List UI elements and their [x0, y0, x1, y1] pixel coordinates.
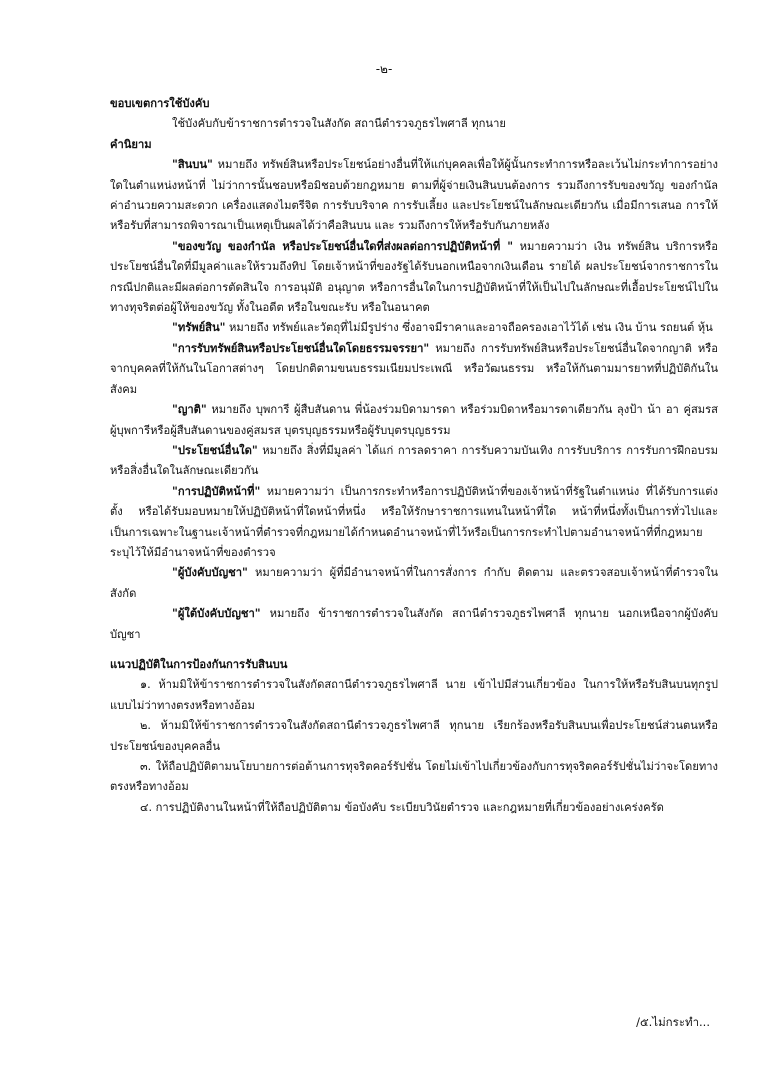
definition-term: "ผู้บังคับบัญชา"	[172, 566, 248, 580]
section-spacer	[110, 645, 718, 655]
definition-term: "ทรัพย์สิน"	[172, 321, 226, 335]
definition-item	[110, 400, 718, 441]
definition-text: หมายความว่า เงิน ทรัพย์สิน บริการหรือประโยชน์อื่นใดที่มีมูลค่าและให้รวมถึงทิป โดยเจ้าหน้าที่ของรัฐได้รับนอกเหนือจากเงินเดือน รายได้ ผลประโยชน์จากราชการในกรณีปกติและมีผลต่อการตัดสินใจ การอนุมัติ อนุญาต หรือการอื่นใดในการปฏิบัติหน้าที่ให้เป็นไปในลักษณะที่เอื้อประโยชน์ไปในทางทุจริตต่อผู้ให้ของขวัญ ทั้งในอดีต หรือในขณะรับ หรือในอนาคต	[110, 239, 718, 315]
definition-item	[110, 604, 718, 645]
page-number: -๒-	[375, 62, 393, 76]
definition-term: "การรับทรัพย์สินหรือประโยชน์อื่นใดโดยธรรมจรรยา"	[172, 341, 430, 355]
definition-text: หมายความว่า เป็นการกระทำหรือการปฏิบัติหน้าที่ของเจ้าหน้าที่รัฐในตำแหน่ง ที่ได้รับการแต่งตั้ง หรือได้รับมอบหมายให้ปฏิบัติหน้าที่ใดหน้าที่หนึ่ง หรือให้รักษาราชการแทนในหน้าที่ใด หน้าที่หนึ่งทั้งเป็นการทั่วไปและเป็นการเฉพาะในฐานะเจ้าหน้าที่ตำรวจที่กฎหมายได้กำหนดอำนาจหน้าที่ไว้หรือเป็นการกระทำไปตามอำนาจหน้าที่ที่กฎหมายระบุไว้ให้มีอำนาจหน้าที่ของตำรวจ	[110, 484, 718, 559]
definition-text: หมายถึง บุพการี ผู้สืบสันดาน พี่น้องร่วมบิดามารดา หรือร่วมบิดาหรือมารดาเดียวกัน ลุงป้า น้า อา คู่สมรส ผู้บุพการีหรือผู้สืบสันดานของคู่สมรส บุตรบุญธรรมหรือผู้รับบุตรบุญธรรม	[110, 403, 718, 437]
definition-text: หมายถึง การรับทรัพย์สินหรือประโยชน์อื่นใดจากญาติ หรือจากบุคคลที่ให้กันในโอกาสต่างๆ โดยปกติตามขนบธรรมเนียมประเพณี หรือวัฒนธรรม หรือให้กันตามมารยาทที่ปฏิบัติกันในสังคม	[110, 341, 718, 396]
definition-item	[110, 482, 718, 564]
definition-text: หมายถึง ข้าราชการตำรวจในสังกัด สถานีตำรวจภูธรไพศาลี ทุกนาย นอกเหนือจากผู้บังคับบัญชา	[110, 607, 718, 641]
definition-term: "ญาติ"	[172, 403, 207, 417]
scope-text: ใช้บังคับกับข้าราชการตำรวจในสังกัด สถานีตำรวจภูธรไพศาลี ทุกนาย	[172, 117, 506, 131]
guideline-item: ๓. ให้ถือปฏิบัติตามนโยบายการต่อต้านการทุจริตคอร์รัปชั่น โดยไม่เข้าไปเกี่ยวข้องกับการทุจริตคอร์รัปชั่นไม่ว่าจะโดยทางตรงหรือทางอ้อม	[110, 760, 718, 794]
definition-item	[110, 318, 718, 338]
definition-term: "การปฏิบัติหน้าที่"	[172, 484, 261, 498]
definition-term: "ประโยชน์อื่นใด"	[172, 443, 258, 457]
definition-item	[110, 563, 718, 604]
definition-text: หมายถึง ทรัพย์สินหรือประโยชน์อย่างอื่นที่ให้แก่บุคคลเพื่อให้ผู้นั้นกระทำการหรือละเว้นไม่กระทำการอย่างใดในตำแหน่งหน้าที่ ไม่ว่าการนั้นชอบหรือมิชอบด้วยกฎหมาย ตามที่ผู้จ่ายเงินสินบนต้องการ รวมถึงการรับของขวัญ ของกำนัล ค่าอำนวยความสะดวก เครื่องแสดงไมตรีจิต การรับบริจาค การรับเลี้ยง และประโยชน์ในลักษณะเดียวกัน เมื่อมีการเสนอ การให้ หรือรับที่สามารถพิจารณาเป็นเหตุเป็นผลได้ว่าคือสินบน และ รวมถึงการให้หรือรับกันภายหลัง	[110, 158, 718, 233]
definition-text: หมายความว่า ผู้ที่มีอำนาจหน้าที่ในการสั่งการ กำกับ ติดตาม และตรวจสอบเจ้าหน้าที่ตำรวจในสังกัด	[110, 566, 718, 600]
definition-term: "ของขวัญ ของกำนัล หรือประโยชน์อื่นใดที่ส่งผลต่อการปฏิบัติหน้าที่ "	[172, 239, 514, 253]
guidelines-heading: แนวปฏิบัติในการป้องกันการรับสินบน	[110, 657, 288, 671]
definition-text: หมายถึง สิ่งที่มีมูลค่า ได้แก่ การลดราคา การรับความบันเทิง การรับบริการ การรับการฝึกอบรม หรือสิ่งอื่นใดในลักษณะเดียวกัน	[110, 443, 718, 478]
document-body	[110, 94, 718, 818]
definition-text: หมายถึง ทรัพย์และวัตถุที่ไม่มีรูปร่าง ซึ่งอาจมีราคาและอาจถือครองเอาไว้ได้ เช่น เงิน บ้าน รถยนต์ หุ้น	[225, 321, 713, 335]
definition-term: "สินบน"	[172, 158, 213, 172]
definition-term: "ผู้ใต้บังคับบัญชา"	[172, 607, 261, 621]
continuation-note: /๕.ไม่กระทำ...	[636, 1015, 710, 1029]
definitions-heading: คำนิยาม	[110, 137, 152, 151]
guideline-item: ๑. ห้ามมิให้ข้าราชการตำรวจในสังกัดสถานีตำรวจภูธรไพศาลี นาย เข้าไปมีส่วนเกี่ยวข้อง ในการให้หรือรับสินบนทุกรูปแบบไม่ว่าทางตรงหรือทางอ้อม	[110, 678, 718, 712]
definition-item	[110, 237, 718, 319]
definition-item	[110, 339, 718, 400]
scope-heading: ขอบเขตการใช้บังคับ	[110, 97, 210, 110]
guideline-item: ๔. การปฏิบัติงานในหน้าที่ให้ถือปฏิบัติตาม ข้อบังคับ ระเบียบวินัยตำรวจ และกฎหมายที่เกี่ยวข้องอย่างเคร่งครัด	[140, 800, 664, 814]
definition-item	[110, 155, 718, 237]
guideline-item: ๒. ห้ามมิให้ข้าราชการตำรวจในสังกัดสถานีตำรวจภูธรไพศาลี ทุกนาย เรียกร้องหรือรับสินบนเพื่อประโยชน์ส่วนตนหรือประโยชน์ของบุคคลอื่น	[110, 719, 718, 753]
definition-item	[110, 441, 718, 482]
